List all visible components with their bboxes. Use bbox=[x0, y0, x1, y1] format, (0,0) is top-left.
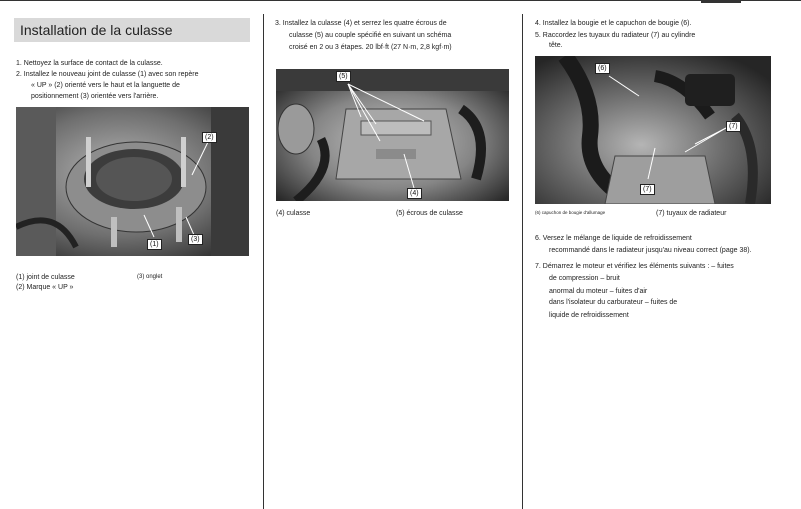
photo-cylinder-head bbox=[276, 69, 509, 201]
step-6-line-1: 6. Versez le mélange de liquide de refroidissement bbox=[535, 235, 692, 242]
column-divider-2 bbox=[522, 14, 523, 509]
callout-4: (4) bbox=[407, 188, 422, 199]
step-3-line-2: culasse (5) au couple spécifié en suivant un schéma bbox=[289, 32, 452, 39]
top-border-tab bbox=[701, 0, 741, 3]
step-5-line-2: tête. bbox=[549, 42, 563, 49]
callout-5: (5) bbox=[336, 71, 351, 82]
callout-7-right: (7) bbox=[726, 121, 741, 132]
step-2-line-3: positionnement (3) orientée vers l'arrière. bbox=[31, 93, 159, 100]
step-7-line-5: liquide de refroidissement bbox=[549, 312, 629, 319]
legend-3: (3) onglet bbox=[137, 274, 163, 280]
photo-spark-plug-radiator bbox=[535, 56, 771, 204]
legend-7: (7) tuyaux de radiateur bbox=[656, 210, 727, 217]
photo-head-gasket bbox=[16, 107, 249, 256]
callout-3: (3) bbox=[188, 234, 203, 245]
callout-7-bottom: (7) bbox=[640, 184, 655, 195]
step-1: 1. Nettoyez la surface de contact de la culasse. bbox=[16, 60, 163, 67]
step-5-line-1: 5. Raccordez les tuyaux du radiateur (7) au cylindre bbox=[535, 32, 696, 39]
section-title: Installation de la culasse bbox=[20, 22, 173, 38]
step-4: 4. Installez la bougie et le capuchon de bougie (6). bbox=[535, 20, 692, 27]
callout-1: (1) bbox=[147, 239, 162, 250]
callout-6: (6) bbox=[595, 63, 610, 74]
column-divider-1 bbox=[263, 14, 264, 509]
step-2-line-2: « UP » (2) orienté vers le haut et la languette de bbox=[31, 82, 180, 89]
step-2-line-1: 2. Installez le nouveau joint de culasse (1) avec son repère bbox=[16, 71, 199, 78]
legend-6: (6) capuchon de bougie d'allumage bbox=[535, 210, 606, 215]
legend-5: (5) écrous de culasse bbox=[396, 210, 463, 217]
legend-2: (2) Marque « UP » bbox=[16, 284, 74, 291]
section-header bbox=[14, 18, 250, 42]
step-7-line-3: anormal du moteur – fuites d'air bbox=[549, 288, 648, 295]
legend-1: (1) joint de culasse bbox=[16, 274, 75, 281]
step-7-line-4: dans l'isolateur du carburateur – fuites de bbox=[549, 299, 678, 306]
step-7-line-2: de compression – bruit bbox=[549, 275, 620, 282]
step-6-line-2: recommandé dans le radiateur jusqu'au niveau correct (page 38). bbox=[549, 247, 752, 254]
callout-2: (2) bbox=[202, 132, 217, 143]
top-border bbox=[0, 0, 801, 5]
step-7-line-1: 7. Démarrez le moteur et vérifiez les éléments suivants : – fuites bbox=[535, 263, 734, 270]
legend-4: (4) culasse bbox=[276, 210, 311, 217]
step-3-line-1: 3. Installez la culasse (4) et serrez les quatre écrous de bbox=[275, 20, 447, 27]
step-3-line-3: croisé en 2 ou 3 étapes. 20 lbf·ft (27 N·m, 2,8 kgf·m) bbox=[289, 44, 452, 51]
